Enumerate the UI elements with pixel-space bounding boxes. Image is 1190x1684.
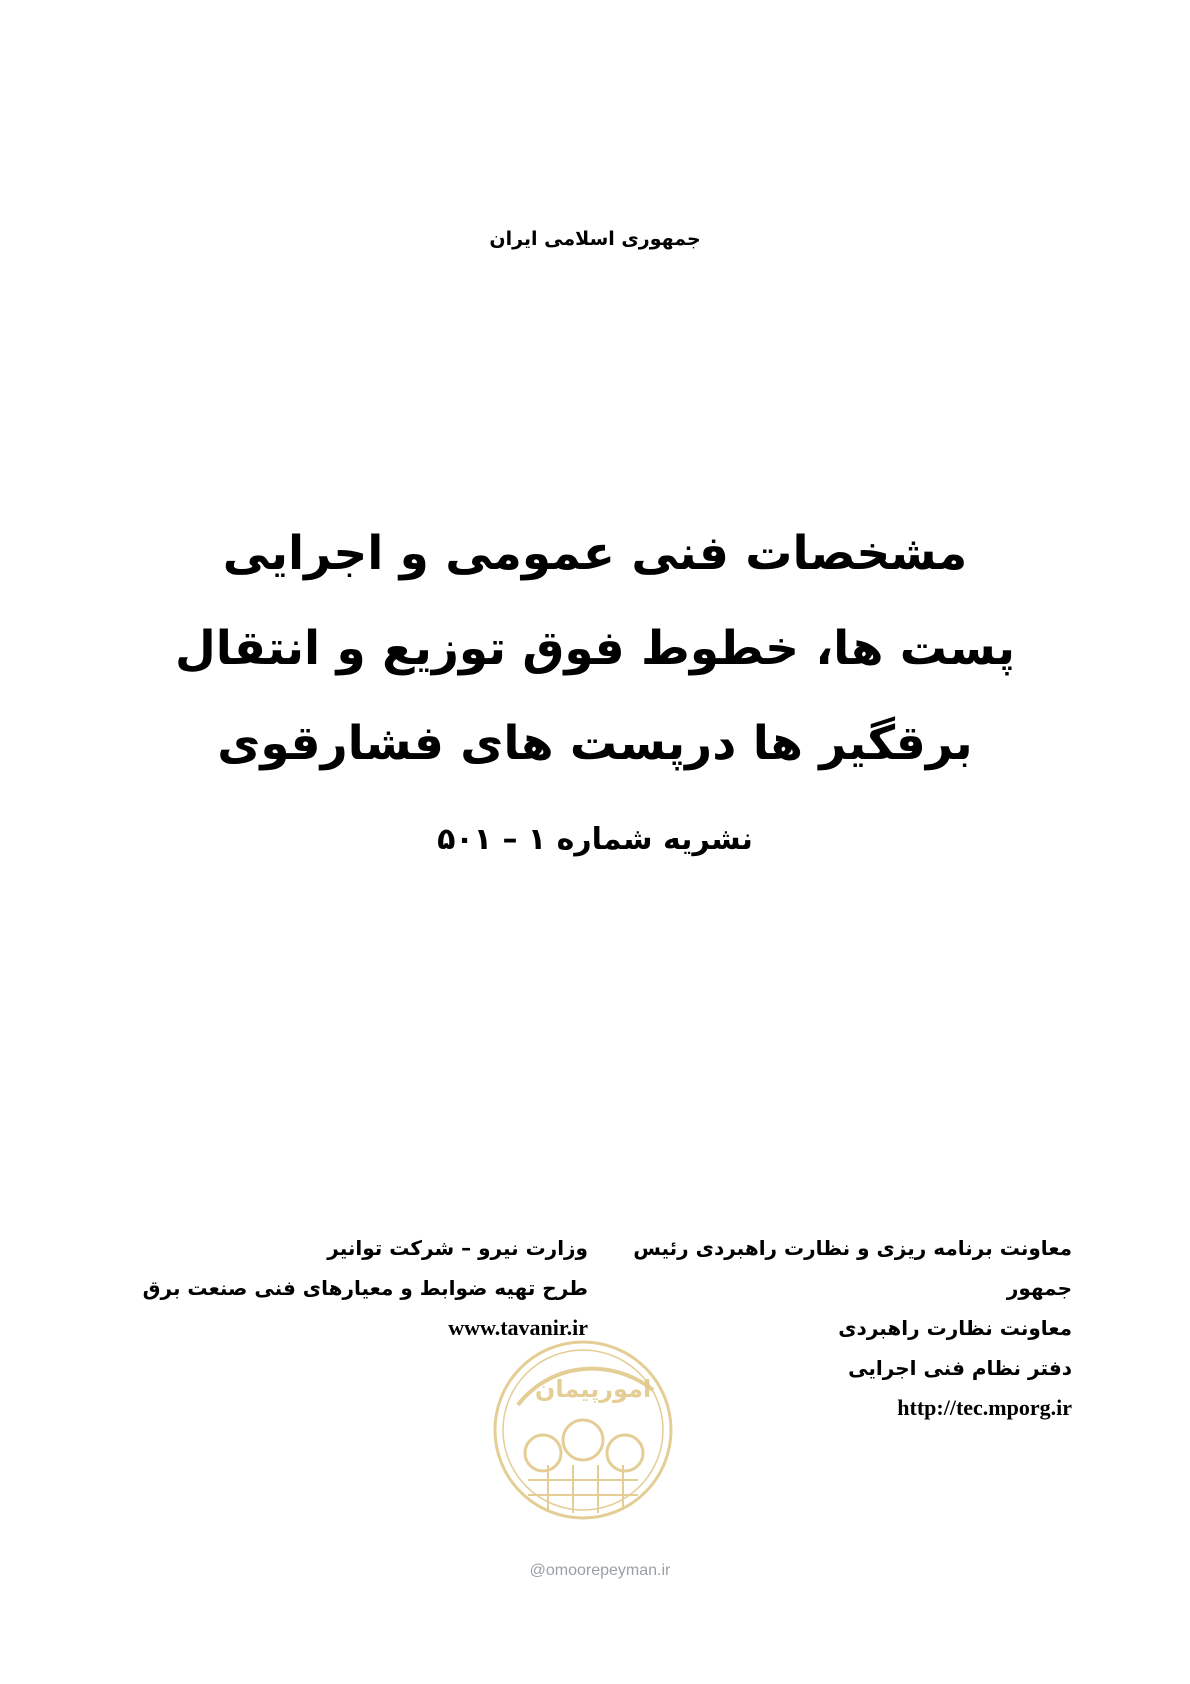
seal-text: امورپیمان	[534, 1375, 652, 1403]
org-tavanir-line-1: وزارت نیرو – شرکت توانیر	[327, 1236, 588, 1260]
org-mporg-line-1: معاونت برنامه ریزی و نظارت راهبردی رئیس جمهور	[633, 1236, 1072, 1300]
watermark-text: @omoorepeyman.ir	[529, 1562, 671, 1579]
document-title-line-2: پست ها، خطوط فوق توزیع و انتقال	[174, 621, 1016, 676]
org-tavanir-url[interactable]: www.tavanir.ir	[448, 1315, 588, 1340]
org-mporg-url[interactable]: http://tec.mporg.ir	[897, 1395, 1072, 1420]
publication-number: نشریه شماره ۱ – ۵۰۱	[437, 822, 753, 857]
org-mporg-line-2: معاونت نظارت راهبردی	[838, 1316, 1072, 1340]
document-title-line-1: مشخصات فنی عمومی و اجرایی	[222, 526, 968, 581]
org-tavanir-line-2: طرح تهیه ضوابط و معیارهای فنی صنعت برق	[142, 1276, 588, 1300]
country-name: جمهوری اسلامی ایران	[489, 228, 701, 250]
watermark-seal-icon	[488, 1335, 678, 1525]
org-mporg-line-3: دفتر نظام فنی اجرایی	[848, 1356, 1072, 1380]
document-title-line-3: برقگیر ها درپست های فشارقوی	[217, 716, 973, 771]
org-block-tavanir	[128, 1228, 588, 1348]
